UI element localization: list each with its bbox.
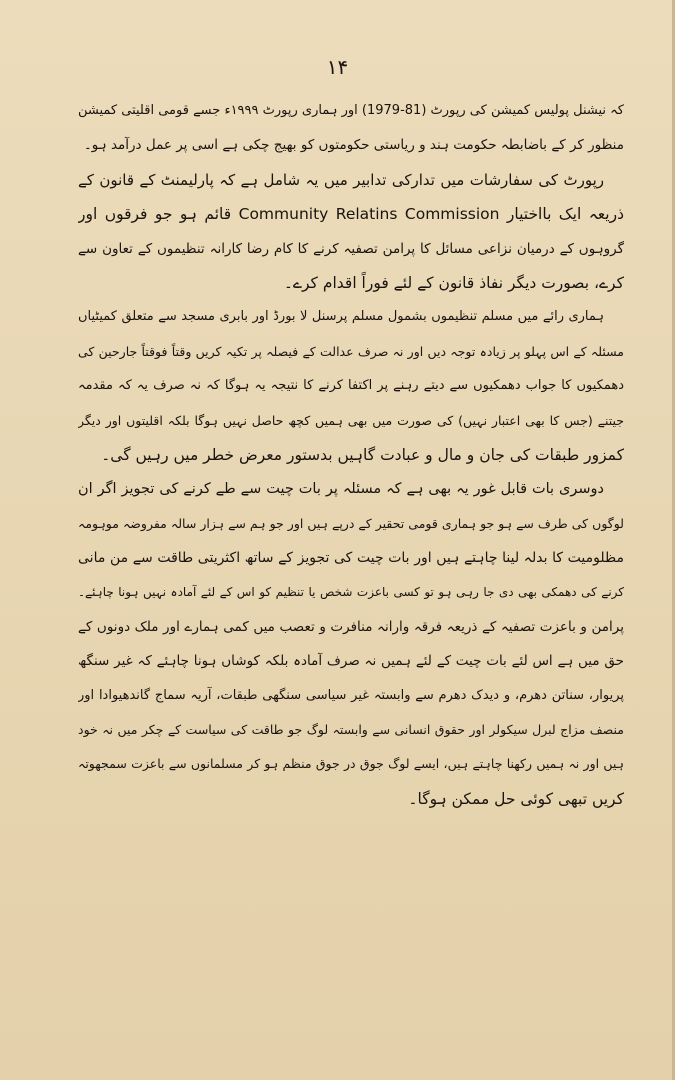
text-line: پرامن و باعزت تصفیہ کے ذریعہ فرقہ وارانہ منافرت و تعصب میں کمی ہمارے اور ملک دونوں کے	[78, 618, 624, 635]
text-line: ہماری رائے میں مسلم تنظیموں بشمول مسلم پرسنل لا بورڈ اور بابری مسجد سے متعلق کمیٹیاں	[78, 309, 604, 325]
text-line: حق میں ہے اس لئے بات چیت کے لئے ہمیں نہ صرف آمادہ بلکہ کوشاں ہونا چاہئے کہ غیر سنگھ	[78, 653, 624, 670]
body-text	[78, 94, 624, 816]
text-line: گروہوں کے درمیان نزاعی مسائل کا پرامن تصفیہ کرنے کا کام رضا کارانہ تنظیموں کے تعاون سے	[78, 240, 624, 257]
text-line: مظلومیت کا بدلہ لینا چاہتے ہیں اور بات چیت کی تجویز کے ساتھ اکثریتی طاقت سے من مانی	[78, 550, 624, 567]
text-line: دھمکیوں کا جواب دھمکیوں سے دیتے رہنے پر اکتفا کرنے کا نتیجہ یہ ہوگا کہ نہ صرف یہ کہ مقدمہ	[78, 378, 624, 394]
text-line: کمزور طبقات کی جان و مال و عبادت گاہیں بدستور معرض خطر میں رہیں گی۔	[101, 445, 624, 464]
text-line: پریوار، سناتن دھرم، و دیدک دھرم سے وابستہ غیر سیاسی سنگھی طبقات، آریہ سماج گاندھیوادا اور	[78, 687, 624, 703]
text-line: لوگوں کی طرف سے ہو جو ہماری قومی تحقیر کے درپے ہیں اور جو ہم سے ہزار سالہ مفروضہ موہومہ	[78, 515, 624, 531]
text-line: کرے، بصورت دیگر نفاذ قانون کے لئے فوراً اقدام کرے۔	[283, 273, 624, 292]
text-line: کرنے کی دھمکی بھی دی جا رہی ہو تو کسی باعزت شخص یا تنظیم کو اس کے لئے آمادہ نہیں ہونا چاہئے۔	[78, 585, 624, 600]
text-line: ذریعہ ایک بااختیار Community Relatins Commission قائم ہو جو فرقوں اور	[78, 205, 624, 224]
page-number: ۱۴	[326, 55, 349, 79]
text-line: منصف مزاج لبرل سیکولر اور حقوق انسانی سے وابستہ لوگ جو طاقت کی سیاست کے چکر میں نہ خود	[78, 722, 624, 738]
text-line: کریں تبھی کوئی حل ممکن ہوگا۔	[408, 789, 624, 808]
text-line: رپورٹ کی سفارشات میں تدارکی تدابیر میں یہ شامل ہے کہ پارلیمنٹ کے قانون کے	[78, 170, 604, 189]
text-line: مسئلہ کے اس پہلو پر زیادہ توجہ دیں اور نہ صرف عدالت کے فیصلہ پر تکیہ کریں وقتاً فوقتاً جارحین کی	[78, 343, 624, 359]
text-line: جیتنے (جس کا بھی اعتبار نہیں) کی صورت میں بھی ہمیں کچھ حاصل نہیں ہوگا بلکہ اقلیتوں اور دیگر	[78, 412, 624, 428]
text-line: دوسری بات قابل غور یہ بھی ہے کہ مسئلہ پر بات چیت سے طے کرنے کی تجویز اگر ان	[78, 481, 604, 498]
text-line: منظور کر کے باضابطہ حکومت ہند و ریاستی حکومتوں کو بھیج چکی ہے اسی پر عمل درآمد ہو۔	[83, 137, 624, 154]
text-line: ہیں اور نہ ہمیں رکھنا چاہتے ہیں، ایسے لوگ جوق در جوق منظم ہو کر مسلمانوں سے باعزت سمجھوتہ	[78, 756, 624, 772]
text-line: کہ نیشنل پولیس کمیشن کی رپورٹ (81-1979) اور ہماری رپورٹ ۱۹۹۹ء جسے قومی اقلیتی کمیشن	[78, 103, 624, 118]
